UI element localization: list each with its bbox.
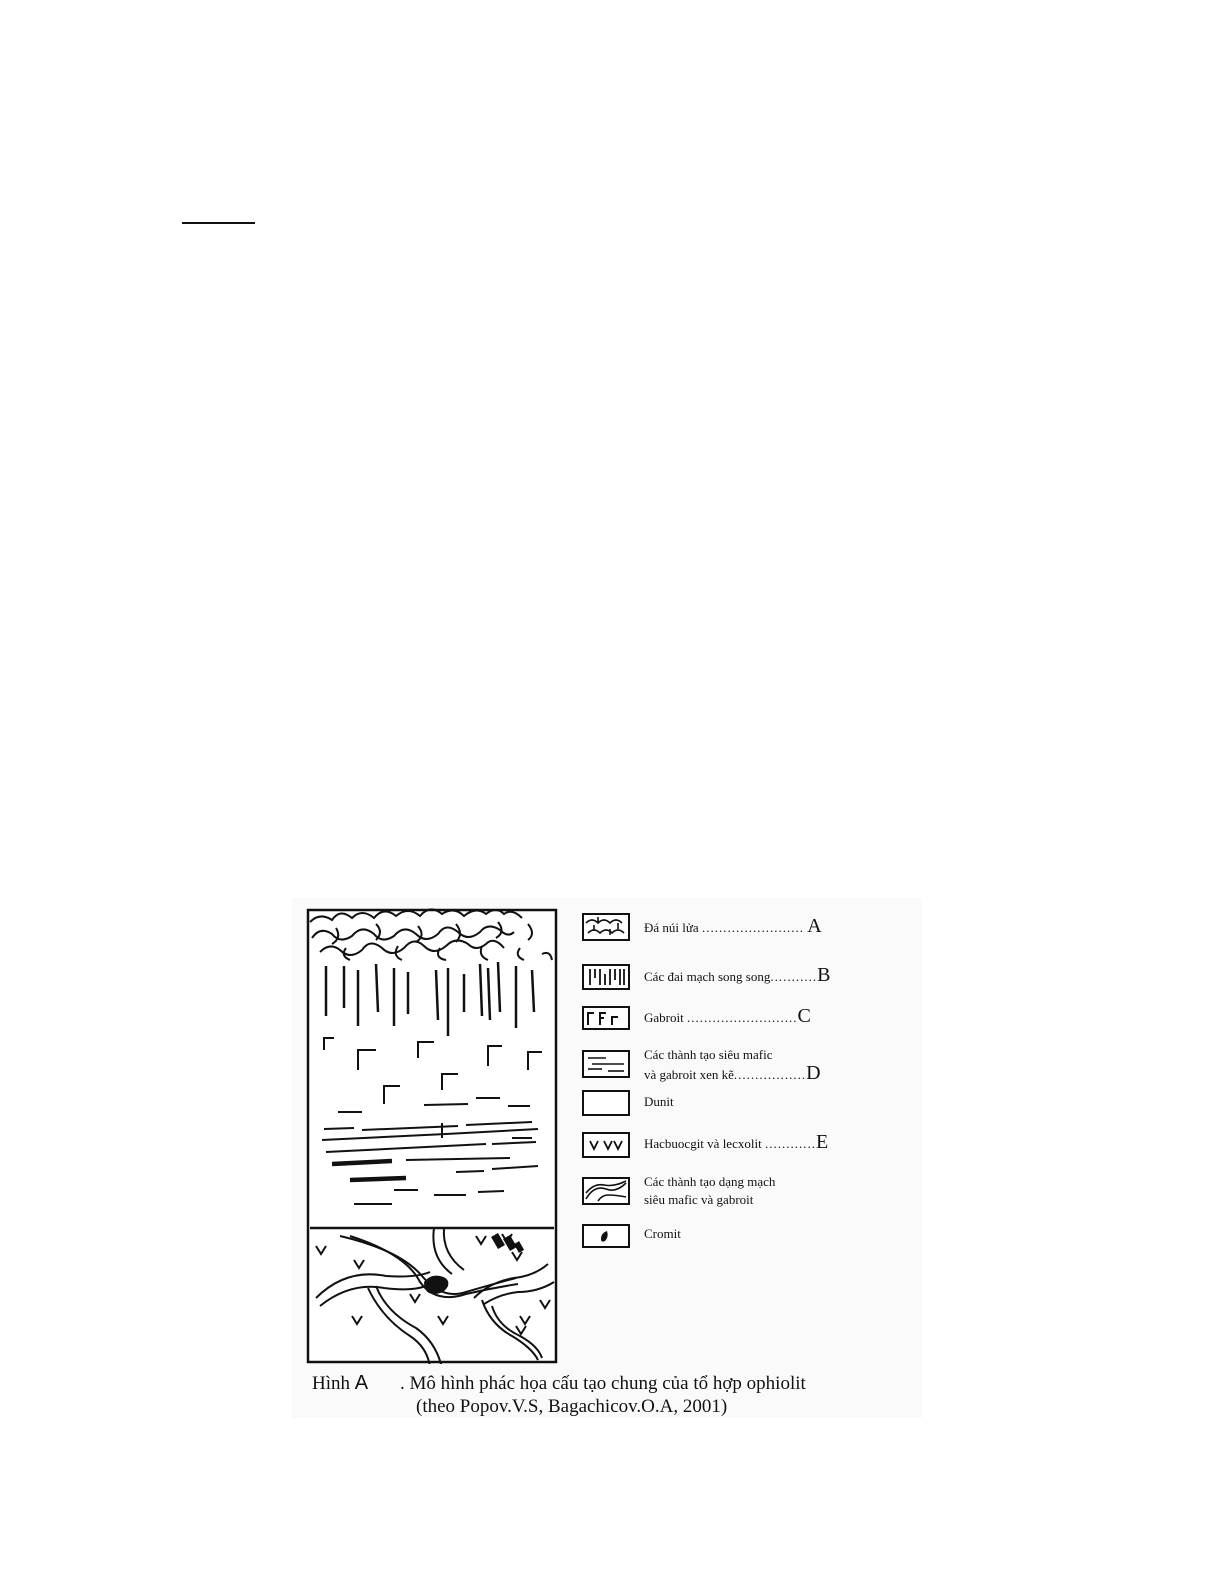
legend-leader: ............ <box>764 1136 816 1151</box>
legend-leader: ........... <box>770 969 818 984</box>
caption-letter: A <box>354 1372 369 1394</box>
legend-letter: D <box>806 1062 821 1084</box>
legend-label: Cromit <box>644 1226 681 1241</box>
layered-pattern-icon <box>582 1050 630 1078</box>
chromite-pattern-icon <box>582 1224 630 1248</box>
vein-pattern-icon <box>582 1177 630 1205</box>
gabbro-pattern-icon <box>582 1006 630 1030</box>
legend-label-line2: siêu mafic và gabroit <box>644 1192 754 1207</box>
legend-label-line1: Các thành tạo siêu mafic <box>644 1047 773 1062</box>
legend-label: Các đai mạch song song <box>644 969 771 984</box>
legend-label: Dunit <box>644 1094 674 1109</box>
figure-caption <box>312 1372 806 1395</box>
legend-label-line2: và gabroit xen kẽ <box>644 1067 734 1082</box>
harzburgite-pattern-icon <box>582 1132 630 1158</box>
parallel-dikes-pattern-icon <box>582 964 630 990</box>
legend-label: Gabroit <box>644 1010 684 1025</box>
caption-text: . Mô hình phác họa cấu tạo chung của tổ hợp ophiolit <box>400 1373 806 1394</box>
legend-letter: A <box>807 915 822 937</box>
volcanic-pattern-icon <box>582 913 630 941</box>
legend-label: Hacbuocgit và lecxolit <box>644 1136 762 1151</box>
caption-source: (theo Popov.V.S, Bagachicov.O.A, 2001) <box>416 1396 728 1417</box>
underline-rule <box>182 222 255 224</box>
legend-leader: .......................... <box>686 1010 798 1025</box>
legend-letter: C <box>797 1005 811 1027</box>
legend-letter: B <box>817 964 831 986</box>
dunite-pattern-icon <box>582 1090 630 1116</box>
legend-letter: E <box>815 1131 829 1153</box>
caption-label: Hình <box>312 1373 350 1394</box>
ophiolite-column <box>306 908 558 1364</box>
legend-leader: ........................ <box>701 920 804 935</box>
legend-label: Đá núi lửa <box>644 920 699 935</box>
legend-label-line1: Các thành tạo dạng mạch <box>644 1174 776 1189</box>
legend-leader: ................. <box>733 1067 807 1082</box>
